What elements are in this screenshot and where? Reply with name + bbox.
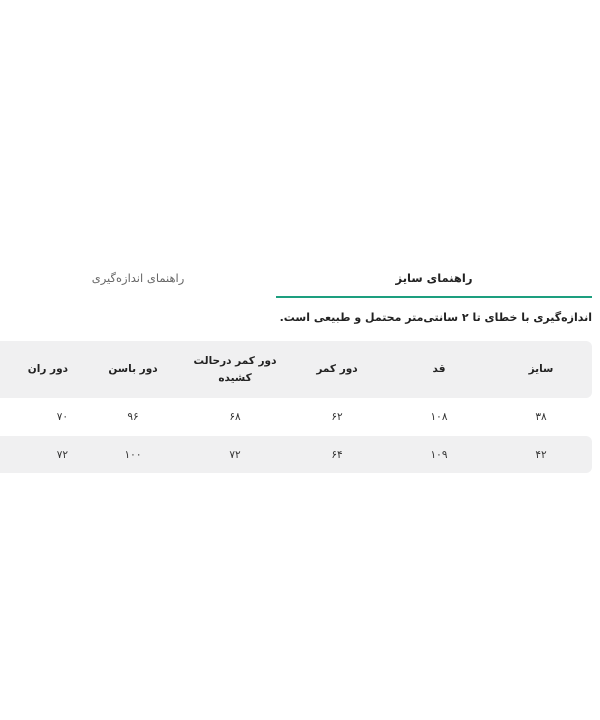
header-height: قد bbox=[432, 363, 446, 375]
header-thigh: دور ران bbox=[27, 363, 68, 375]
header-waist-stretched: دور کمر درحالت کشیده bbox=[193, 354, 277, 384]
cell-waist: ۶۴ bbox=[331, 448, 343, 461]
tab-measurement-guide[interactable]: راهنمای اندازه‌گیری bbox=[91, 271, 185, 285]
header-size: سایز bbox=[528, 363, 554, 375]
cell-height: ۱۰۹ bbox=[430, 448, 448, 461]
tab-size-guide[interactable]: راهنمای سایز bbox=[276, 262, 592, 298]
cell-hip: ۱۰۰ bbox=[124, 448, 142, 461]
cell-thigh: ۷۰ bbox=[56, 411, 68, 423]
header-waist: دور کمر bbox=[316, 363, 358, 375]
table-row bbox=[0, 436, 592, 473]
cell-thigh: ۷۲ bbox=[56, 448, 68, 461]
cell-waist: ۶۲ bbox=[331, 411, 343, 423]
size-table bbox=[0, 341, 592, 481]
table-row bbox=[0, 398, 592, 436]
cell-hip: ۹۶ bbox=[127, 411, 139, 423]
measurement-note: اندازه‌گیری با خطای تا ۲ سانتی‌متر محتمل و طبیعی است. bbox=[279, 311, 592, 324]
cell-waist-stretched: ۶۸ bbox=[229, 411, 241, 423]
table-header-row bbox=[0, 341, 592, 398]
guide-tabs bbox=[0, 262, 600, 298]
cell-size: ۳۸ bbox=[535, 411, 547, 423]
cell-size: ۴۲ bbox=[535, 448, 547, 461]
cell-height: ۱۰۸ bbox=[430, 411, 448, 423]
header-hip: دور باسن bbox=[108, 363, 158, 375]
cell-waist-stretched: ۷۲ bbox=[229, 448, 241, 461]
